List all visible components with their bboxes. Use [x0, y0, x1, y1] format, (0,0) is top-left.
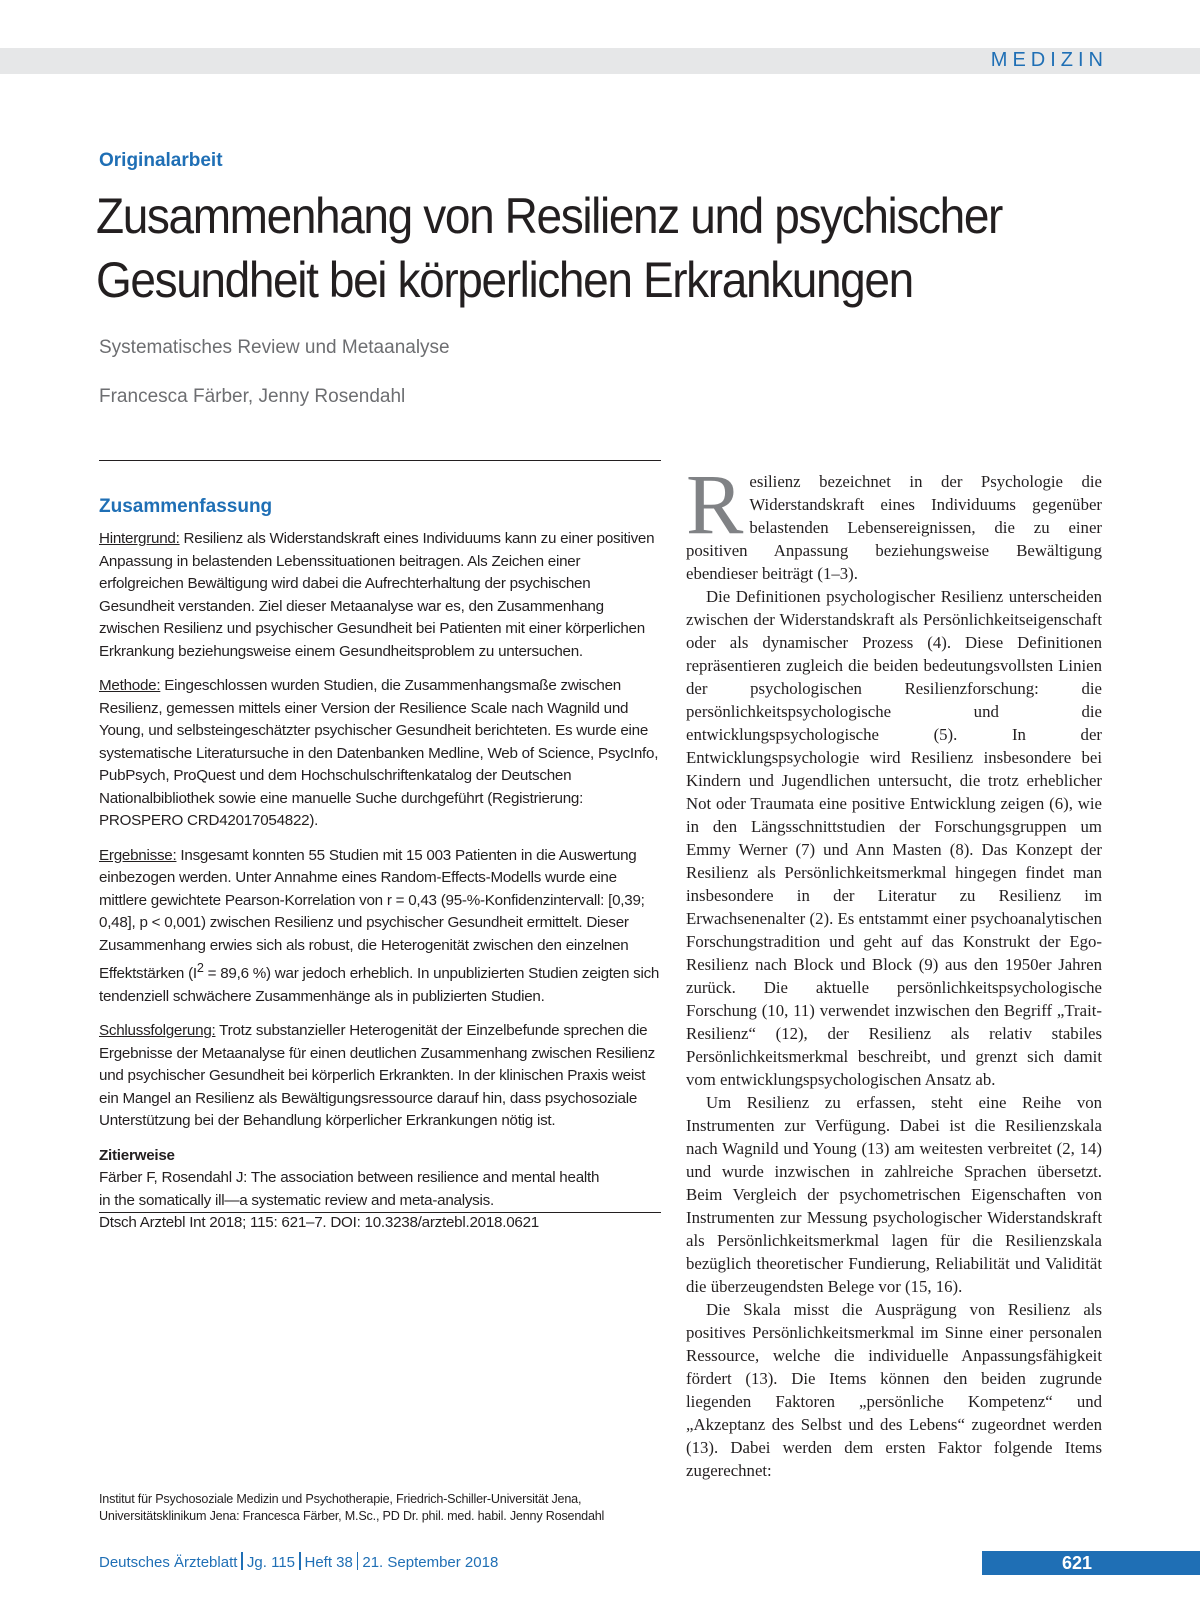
abstract-results	[99, 845, 661, 1009]
conclusion-label: Schlussfolgerung:	[99, 1022, 216, 1040]
background-text: Resilienz als Widerstandskraft eines Individuums kann zu einer positiven Anpassung in belastenden Lebenssituationen beitragen. Als Zeichen einer erfolgreichen Bewältigung wird dabei die Aufrechterhaltung der psychischen Gesundheit verstanden. Ziel dieser Metaanalyse war es, den Zusammenhang zwischen Resilienz und psychischer Gesundheit bei Patienten mit einer körperlichen Erkrankung beziehungsweise einem Gesundheitsproblem zu untersuchen.	[99, 530, 655, 660]
methods-text: Eingeschlossen wurden Studien, die Zusammenhangsmaße zwischen Resilienz, gemessen mittels einer Version der Resilience Scale nach Wagnild und Young, und selbsteingeschätzter psychischer Gesundheit berichteten. Es wurde eine systematische Literatursuche in den Datenbanken Medline, Web of Science, PsycInfo, PubPsych, ProQuest und dem Hochschulschriftenkatalog der Deutschen Nationalbibliothek sowie eine manuelle Suche durchgeführt (Registrierung: PROSPERO CRD42017054822).	[99, 677, 659, 829]
results-superscript: 2	[196, 961, 204, 975]
background-label: Hintergrund:	[99, 530, 180, 547]
footer-separator	[299, 1552, 301, 1570]
results-text-1: Insgesamt konnten 55 Studien mit 15 003 Patienten in die Auswertung einbezogen werden. Unter Annahme eines Random-Effects-Modells wurde eine mittlere gewichtete Pearson-Korrelation von r = 0,43 (95-%-Konfidenzintervall: [0,39; 0,48], p < 0,001) zwischen Resilienz und psychischer Gesundheit ermittelt. Dieser Zusammenhang erwies sich als robust, die Heterogenität zwischen den einzelnen Effektstärken (I	[99, 846, 645, 983]
article-title: Zusammenhang von Resilienz und psychischer Gesundheit bei körperlichen Erkrankungen	[96, 188, 1002, 308]
body-paragraph-4: Die Skala misst die Ausprägung von Resilienz als positives Persönlichkeitsmerkmal im Sinne einer personalen Ressource, welche die individuelle Anpassungsfähigkeit fördert (13). Die Items können den beiden zugrunde liegenden Faktoren „persönliche Kompetenz“ und „Akzeptanz des Selbst und des Lebens“ zugeordnet werden (13). Dabei werden dem ersten Faktor folgende Items zugerechnet:	[686, 1300, 1102, 1480]
citation-line-1: Färber F, Rosendahl J: The association between resilience and mental health	[99, 1169, 600, 1187]
body-text-column	[686, 456, 1102, 1482]
citation-line-3: Dtsch Arztebl Int 2018; 115: 621–7. DOI: 10.3238/arztebl.2018.0621	[99, 1214, 539, 1232]
journal-issue: Heft 38	[304, 1554, 353, 1571]
article-subtitle: Systematisches Review und Metaanalyse	[99, 337, 450, 358]
drop-cap: R	[686, 456, 744, 552]
abstract-methods	[99, 675, 661, 833]
journal-name: Deutsches Ärzteblatt	[99, 1554, 238, 1571]
citation-heading: Zitierweise	[99, 1146, 175, 1164]
page-number: 621	[1061, 1553, 1092, 1573]
journal-date: 21. September 2018	[362, 1554, 499, 1571]
article-authors: Francesca Färber, Jenny Rosendahl	[99, 386, 406, 407]
abstract-bottom-rule	[99, 1212, 661, 1213]
abstract-background	[99, 528, 661, 663]
body-paragraph-2: Die Definitionen psychologischer Resilienz unterscheiden zwischen der Widerstandskraft als Persönlichkeitseigenschaft oder als dynamischer Prozess (4). Diese Definitionen repräsentieren zugleich die beiden bedeutungsvollsten Linien der psychologischen Resilienzforschung: die persönlichkeitspsychologische und die entwicklungspsychologische (5). In der Entwicklungspsychologie wird Resilienz insbesondere bei Kindern und Jugendlichen untersucht, die trotz erheblicher Not oder Traumata eine positive Entwicklung zeigen (6), wie in den Längsschnittstudien der Forschungsgruppen um Emmy Werner (7) und Ann Masten (8). Das Konzept der Resilienz als Persönlichkeitsmerkmal hingegen findet man insbesondere in der Literatur zu Resilienz im Erwachsenenalter (2). Es entstammt einer psychoanalytischen Forschungstradition und geht auf das Konstrukt der Ego-Resilienz nach Block und Block (9) aus den 1950er Jahren zurück. Die aktuelle persönlichkeitspsychologische Forschung (10, 11) verwendet inzwischen den Begriff „Trait-Resilienz“ (12), der Resilienz als relativ stabiles Persönlichkeitsmerkmal beschreibt, und grenzt sich damit vom entwicklungspsychologischen Ansatz ab.	[686, 587, 1102, 1089]
abstract-heading: Zusammenfassung	[99, 496, 273, 517]
body-paragraph-3: Um Resilienz zu erfassen, steht eine Reihe von Instrumenten zur Verfügung. Dabei ist die Resilienzskala nach Wagnild und Young (13) am weitesten verbreitet (2, 14) und wurde inzwischen in zahlreiche Sprachen übersetzt. Beim Vergleich der psychometrischen Eigenschaften von Instrumenten zur Messung psychologischer Widerstandskraft als Persönlichkeitsmerkmal lagen für die Resilienzskala bezüglich theoretischer Fundierung, Reliabilität und Validität die überzeugendsten Belege vor (15, 16).	[686, 1093, 1102, 1296]
body-paragraph-1-text: esilienz bezeichnet in der Psychologie die Widerstandskraft eines Individuums gegenüber belastenden Lebensereignissen, die zu einer positiven Anpassung beziehungsweise Bewältigung ebendieser beiträgt (1–3).	[686, 472, 1102, 583]
results-text-2: = 89,6 %) war jedoch erheblich. In unpublizierten Studien zeigten sich tendenziell schwächere Zusammenhänge als in publizierten Studien.	[99, 965, 660, 1005]
abstract-conclusion	[99, 1020, 661, 1133]
citation-line-2: in the somatically ill—a systematic review and meta-analysis.	[99, 1191, 494, 1209]
results-label: Ergebnisse:	[99, 846, 177, 864]
section-label: MEDIZIN	[990, 49, 1108, 71]
author-affiliation: Institut für Psychosoziale Medizin und Psychotherapie, Friedrich-Schiller-Universität Jena, Universitätsklinikum Jena: Francesca Färber, M.Sc., PD Dr. phil. med. habil. Jenny Rosendahl	[99, 1492, 605, 1523]
abstract-body	[99, 528, 661, 1235]
citation-block	[99, 1145, 661, 1235]
methods-label: Methode:	[99, 677, 161, 694]
footer-citation	[99, 1552, 498, 1571]
journal-volume: Jg. 115	[246, 1554, 295, 1571]
conclusion-text: Trotz substanzieller Heterogenität der Einzelbefunde sprechen die Ergebnisse der Metaanalyse für einen deutlichen Zusammenhang zwischen Resilienz und psychischer Gesundheit bei körperlich Erkrankten. In der klinischen Praxis weist ein Mangel an Resilienz als Bewältigungsressource darauf hin, dass psychosoziale Unterstützung bei der Behandlung körperlicher Erkrankungen nötig ist.	[99, 1022, 656, 1130]
abstract-top-rule	[99, 460, 661, 461]
article-type: Originalarbeit	[99, 150, 223, 171]
footer-separator	[357, 1552, 359, 1570]
body-paragraph-1	[686, 456, 1102, 585]
footer-separator	[241, 1552, 243, 1570]
